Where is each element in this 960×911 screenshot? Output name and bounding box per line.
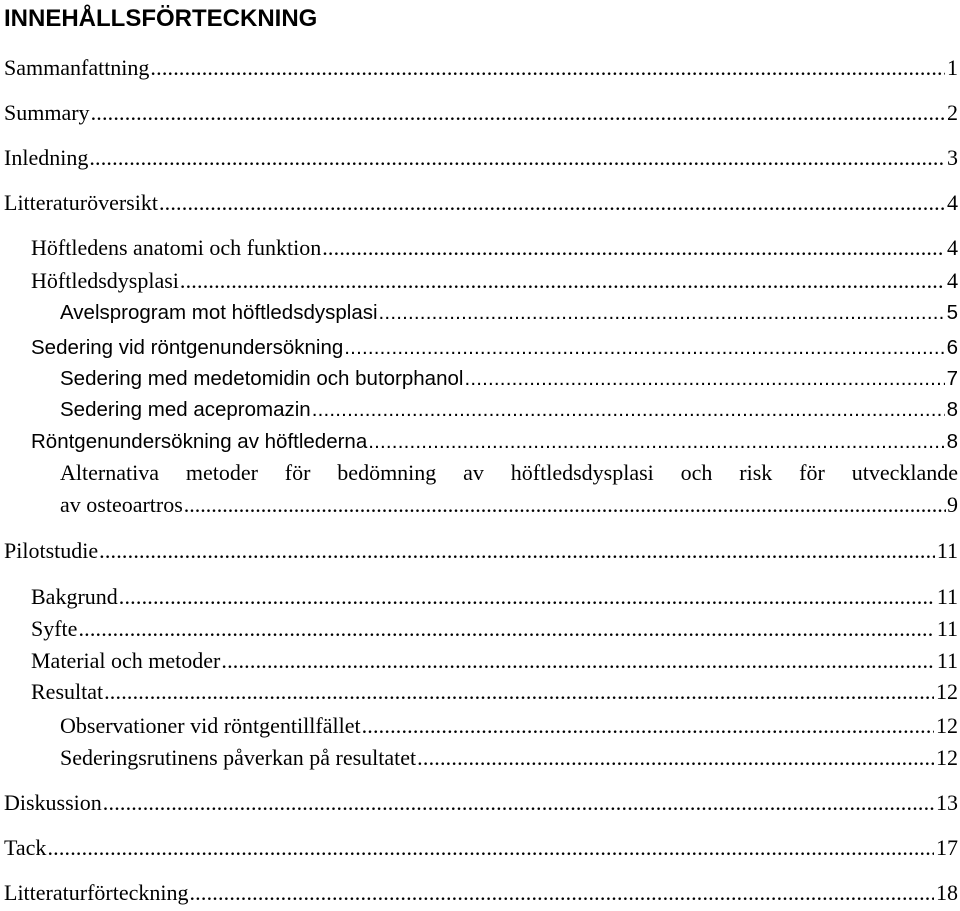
toc-entry-label: Röntgenundersökning av höftlederna	[31, 430, 368, 453]
toc-entry-label: Höftledsdysplasi	[31, 268, 179, 293]
toc-entry-label: Tack	[4, 835, 47, 860]
dot-leader	[99, 538, 935, 564]
toc-entry-label: Litteraturöversikt	[4, 190, 158, 215]
dot-leader	[464, 366, 944, 392]
dot-leader	[417, 745, 934, 771]
toc-entry-label: Sedering med acepromazin	[60, 398, 311, 421]
toc-entry-sedering-medetomidin[interactable]	[60, 366, 958, 392]
toc-entry-label: Observationer vid röntgentillfället	[60, 713, 361, 738]
toc-entry-label: Sederingsrutinens påverkan på resultatet	[60, 745, 417, 770]
toc-entry-alternativa-metoder[interactable]	[60, 456, 958, 520]
toc-page-number: 4	[947, 190, 958, 215]
toc-title: INNEHÅLLSFÖRTECKNING	[4, 5, 318, 32]
toc-page-number: 12	[936, 745, 958, 770]
toc-entry-hoftledens-anatomi[interactable]	[31, 235, 958, 261]
toc-page-number: 11	[936, 538, 958, 563]
toc-page-number: 3	[947, 145, 958, 170]
toc-page-number: 11	[936, 584, 958, 609]
toc-entry-tack[interactable]	[4, 835, 958, 861]
toc-entry-pilotstudie[interactable]	[4, 538, 958, 564]
dot-leader	[104, 679, 934, 705]
toc-entry-diskussion[interactable]	[4, 790, 958, 816]
dot-leader	[78, 616, 934, 642]
toc-entry-label: Höftledens anatomi och funktion	[31, 235, 322, 260]
toc-page-number: 7	[946, 367, 958, 390]
toc-entry-bakgrund[interactable]	[31, 584, 958, 610]
dot-leader	[221, 648, 934, 674]
toc-entry-litteraturforteckning[interactable]	[4, 880, 958, 906]
toc-entry-avelsprogram[interactable]	[60, 300, 958, 326]
toc-entry-summary[interactable]	[4, 100, 958, 126]
toc-page-number: 12	[936, 713, 958, 738]
toc-page-number: 18	[936, 880, 958, 905]
toc-entry-label: Sedering vid röntgenundersökning	[31, 336, 344, 359]
toc-entry-resultat[interactable]	[31, 679, 958, 705]
toc-entry-hoftledsdysplasi[interactable]	[31, 268, 958, 294]
toc-page-number: 4	[947, 268, 958, 293]
dot-leader	[91, 100, 945, 126]
toc-page-number: 11	[936, 648, 958, 673]
dot-leader	[344, 335, 944, 361]
toc-entry-observationer[interactable]	[60, 713, 958, 739]
toc-entry-rontgenundersokning[interactable]	[31, 429, 958, 455]
dot-leader	[322, 235, 945, 261]
toc-entry-inledning[interactable]	[4, 145, 958, 171]
toc-page-number: 8	[946, 398, 958, 421]
toc-entry-label: Sammanfattning	[4, 55, 150, 80]
toc-entry-label: Litteraturförteckning	[4, 880, 189, 905]
dot-leader	[103, 790, 934, 816]
toc-page-number: 13	[936, 790, 958, 815]
dot-leader	[362, 713, 934, 739]
toc-entry-label: Resultat	[31, 679, 104, 704]
toc-entry-label: Diskussion	[4, 790, 102, 815]
toc-entry-litteraturoversikt[interactable]	[4, 190, 958, 216]
toc-entry-label: Bakgrund	[31, 584, 118, 609]
dot-leader	[184, 490, 946, 520]
toc-entry-label: Sedering med medetomidin och butorphanol	[60, 367, 464, 390]
dot-leader	[89, 145, 945, 171]
toc-entry-sederingsrutinens[interactable]	[60, 745, 958, 771]
toc-page-number: 2	[947, 100, 958, 125]
toc-page-number: 9	[947, 492, 958, 517]
toc-entry-label: Pilotstudie	[4, 538, 99, 563]
toc-page-number: 1	[947, 55, 958, 80]
toc-page-number: 17	[936, 835, 958, 860]
dot-leader	[312, 397, 945, 423]
toc-entry-label: Inledning	[4, 145, 89, 170]
toc-entry-label-line1: Alternativa metoder för bedömning av höftledsdysplasi och risk för utvecklande	[60, 460, 958, 485]
dot-leader	[379, 300, 945, 326]
toc-entry-sammanfattning[interactable]	[4, 55, 958, 81]
dot-leader	[189, 880, 934, 906]
toc-page-number: 8	[946, 430, 958, 453]
dot-leader	[159, 190, 945, 216]
dot-leader	[368, 429, 944, 455]
dot-leader	[180, 268, 945, 294]
toc-entry-syfte[interactable]	[31, 616, 958, 642]
toc-entry-sedering-acepromazin[interactable]	[60, 397, 958, 423]
dot-leader	[119, 584, 935, 610]
toc-page-number: 5	[946, 301, 958, 324]
toc-entry-label: Summary	[4, 100, 90, 125]
toc-page-number: 6	[946, 336, 958, 359]
toc-page-number: 4	[947, 235, 958, 260]
dot-leader	[47, 835, 934, 861]
toc-entry-label-line2: av osteoartros	[60, 492, 183, 517]
toc-page-number: 11	[936, 616, 958, 641]
toc-entry-material-metoder[interactable]	[31, 648, 958, 674]
toc-entry-label: Syfte	[31, 616, 78, 641]
toc-entry-label: Material och metoder	[31, 648, 221, 673]
dot-leader	[150, 55, 945, 81]
toc-entry-sedering-rontgen[interactable]	[31, 335, 958, 361]
toc-page-number: 12	[936, 679, 958, 704]
toc-entry-label: Avelsprogram mot höftledsdysplasi	[60, 301, 378, 324]
